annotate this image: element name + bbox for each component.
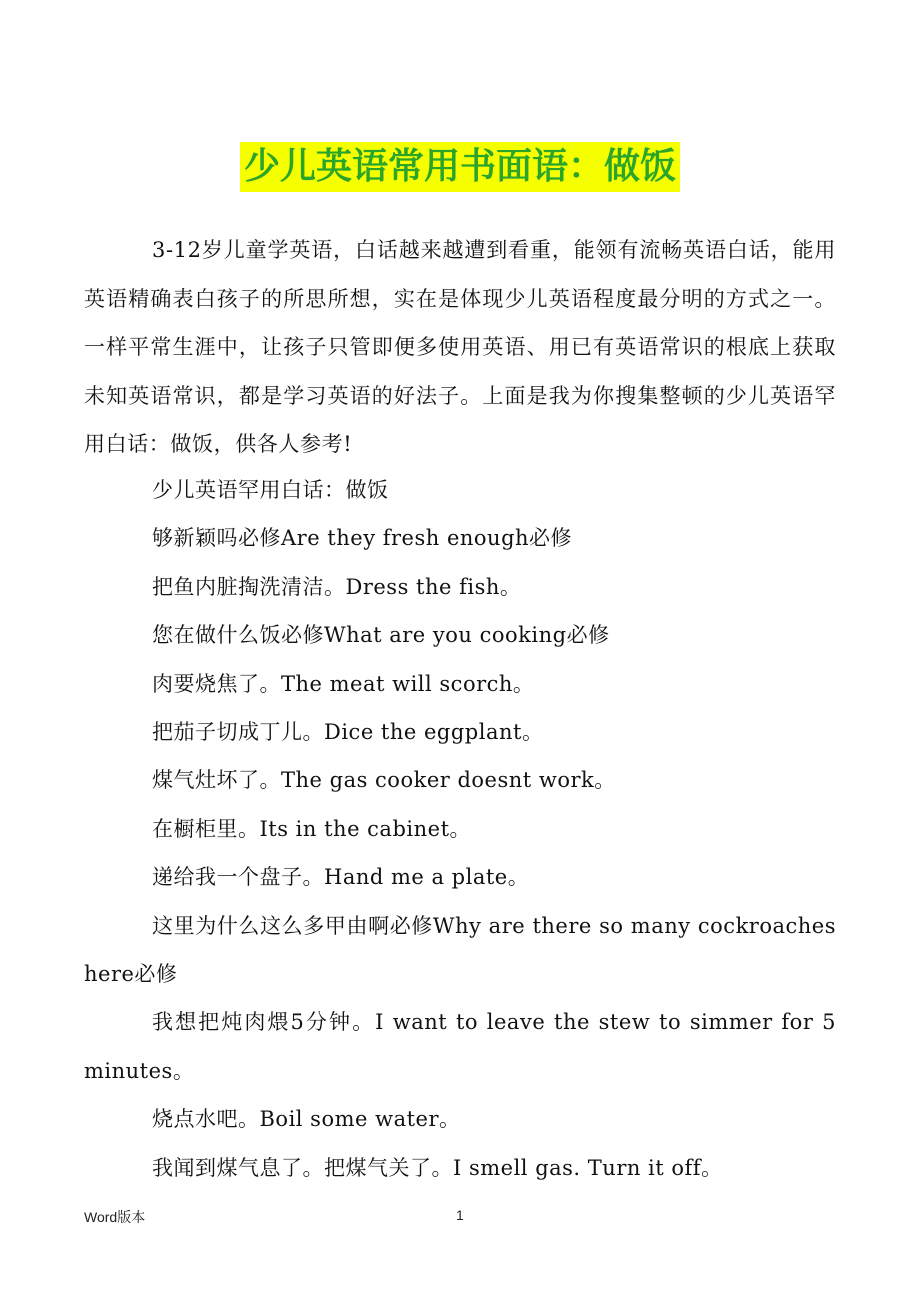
phrase-line: 把茄子切成丁儿。Dice the eggplant。 — [152, 720, 544, 745]
phrase-line: 够新颖吗必修Are they fresh enough必修 — [152, 526, 573, 551]
intro-paragraph: 3-12岁儿童学英语，白话越来越遭到看重，能领有流畅英语白话，能用英语精确表白孩子的所思所想，实在是体现少儿英语程度最分明的方式之一。一样平常生涯中，让孩子只管即便多使用英语、用已有英语常识的根底上获取未知英语常识，都是学习英语的好法子。上面是我为你搜集整顿的少儿英语罕用白话：做饭，供各人参考! — [84, 238, 836, 456]
phrase-list — [84, 466, 836, 1192]
document-title: 少儿英语常用书面语：做饭 — [240, 142, 680, 192]
phrase-line: 我闻到煤气息了。把煤气关了。I smell gas. Turn it off。 — [152, 1155, 723, 1180]
phrase-line: 肉要烧焦了。The meat will scorch。 — [152, 671, 535, 696]
section-subtitle: 少儿英语罕用白话：做饭 — [152, 478, 389, 502]
page-number: 1 — [456, 1207, 464, 1223]
phrase-line: 您在做什么饭必修What are you cooking必修 — [152, 623, 610, 648]
phrase-line: 递给我一个盘子。Hand me a plate。 — [152, 865, 530, 890]
phrase-line: 烧点水吧。Boil some water。 — [152, 1107, 461, 1132]
phrase-line: 这里为什么这么多甲由啊必修Why are there so many cockroaches here必修 — [84, 913, 836, 987]
phrase-line: 把鱼内脏掏洗清洁。Dress the fish。 — [152, 574, 522, 599]
phrase-line: 我想把炖肉煨5分钟。I want to leave the stew to simmer for 5 minutes。 — [84, 1010, 836, 1083]
phrase-line: 煤气灶坏了。The gas cooker doesnt work。 — [152, 768, 616, 793]
phrase-line: 在橱柜里。Its in the cabinet。 — [152, 816, 472, 841]
footer-label: Word版本 — [84, 1209, 146, 1225]
title-container — [0, 142, 920, 192]
